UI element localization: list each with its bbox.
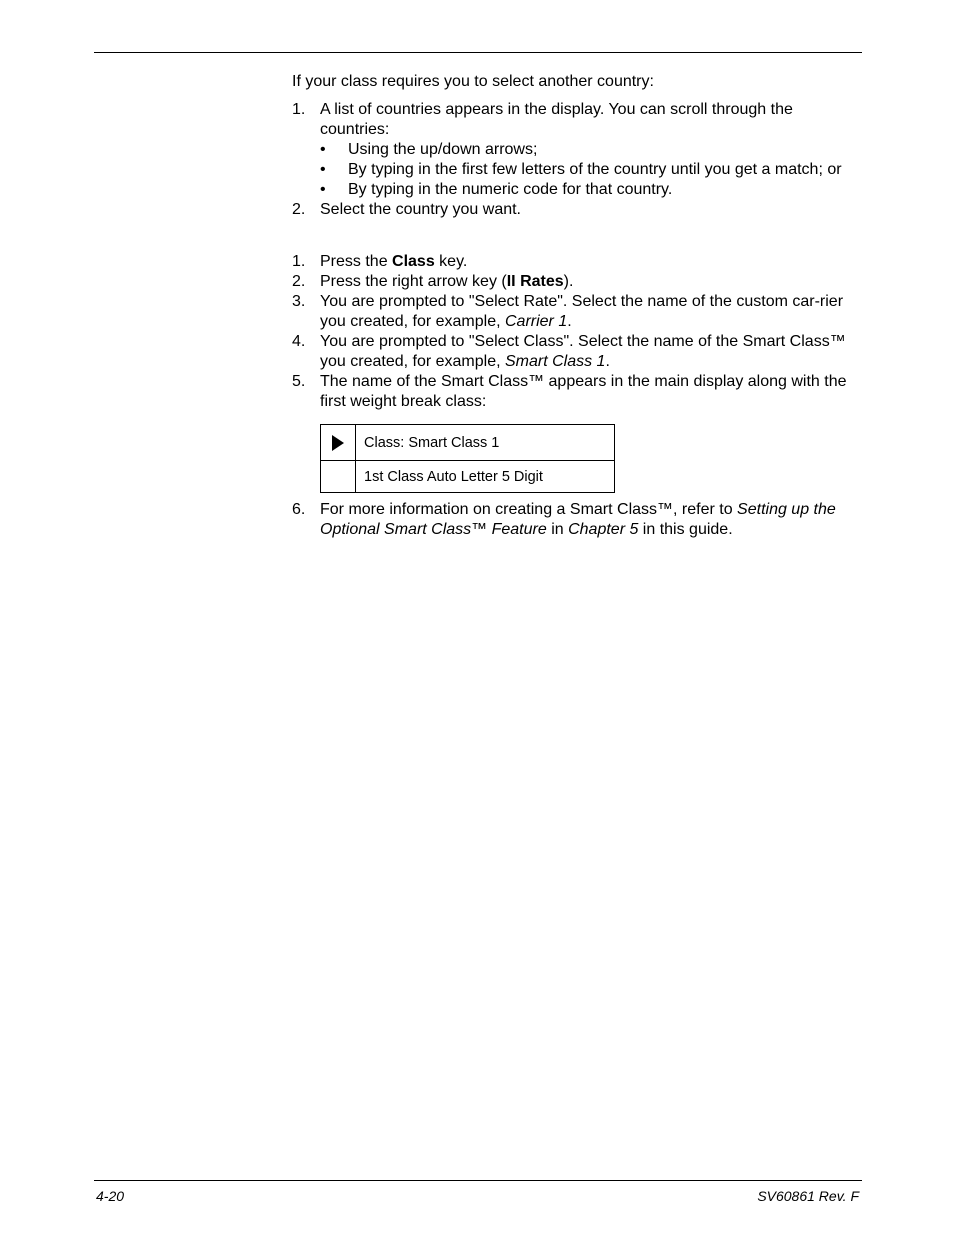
list-item [292, 100, 862, 200]
list-item [292, 200, 862, 220]
smart-class-example: Smart Class 1 [504, 353, 606, 370]
document-id: SV60861 Rev. F [757, 1188, 859, 1204]
intro-text: If your class requires you to select another country: [292, 73, 654, 90]
display-screen-table [320, 424, 615, 493]
step-text: Select the country you want. [320, 201, 521, 218]
list-item: 3. You are prompted to "Select Rate". Select the name of the custom car-rier you created, for example, Carrier 1. [292, 293, 844, 330]
step-text: A list of countries appears in the display. You can scroll through the countries: [320, 101, 793, 138]
rates-key-label: II Rates [506, 273, 564, 290]
footer-rule [94, 1180, 862, 1181]
list-item: 2. Press the right arrow key (II Rates). [292, 273, 574, 290]
list-item: 6. For more information on creating a Smart Class™, refer to Setting up the Optional Smart Class™ Feature in Chapter 5 in this guide. [292, 501, 836, 538]
step-number: 2. [292, 273, 306, 290]
page-content [292, 72, 862, 540]
step-number: 4. [292, 333, 306, 350]
pointer-cell [321, 425, 356, 461]
bullet-icon: • [320, 181, 326, 198]
list-item: 4. You are prompted to "Select Class". Select the name of the Smart Class™ you created, for example, Smart Class 1. [292, 333, 846, 370]
header-rule [94, 52, 862, 53]
bullet-item: • Using the up/down arrows; [320, 141, 538, 158]
chapter-reference: Chapter 5 [568, 521, 639, 538]
empty-pointer-cell [321, 461, 356, 493]
carrier-example: Carrier 1 [504, 313, 568, 330]
bullet-item: • By typing in the numeric code for that country. [320, 181, 673, 198]
list-item: 5. The name of the Smart Class™ appears in the main display along with the first weight break class: Class: Smart Class 1 1st Class Auto Letter 5 Digit [292, 372, 862, 493]
class-key-label: Class [392, 253, 435, 270]
bullet-list [320, 140, 862, 200]
step-number: 2. [292, 201, 306, 218]
list-item: 1. Press the Class key. [292, 253, 468, 270]
step-number: 5. [292, 373, 306, 390]
step-number: 3. [292, 293, 306, 310]
display-row-weight-class: 1st Class Auto Letter 5 Digit [356, 461, 615, 493]
bullet-icon: • [320, 161, 326, 178]
class-steps-list [292, 252, 862, 540]
section-spacer [292, 220, 862, 252]
country-steps-list [292, 100, 862, 220]
bullet-item: • By typing in the first few letters of the country until you get a match; or [320, 161, 842, 178]
page-number: 4-20 [96, 1188, 125, 1204]
step-number: 1. [292, 101, 306, 118]
triangle-right-icon [332, 435, 344, 451]
display-row-class: Class: Smart Class 1 [356, 425, 615, 461]
feature-reference: Setting up the Optional Smart Class™ Feature [320, 501, 836, 538]
step-number: 1. [292, 253, 306, 270]
step-number: 6. [292, 501, 306, 518]
bullet-icon: • [320, 141, 326, 158]
